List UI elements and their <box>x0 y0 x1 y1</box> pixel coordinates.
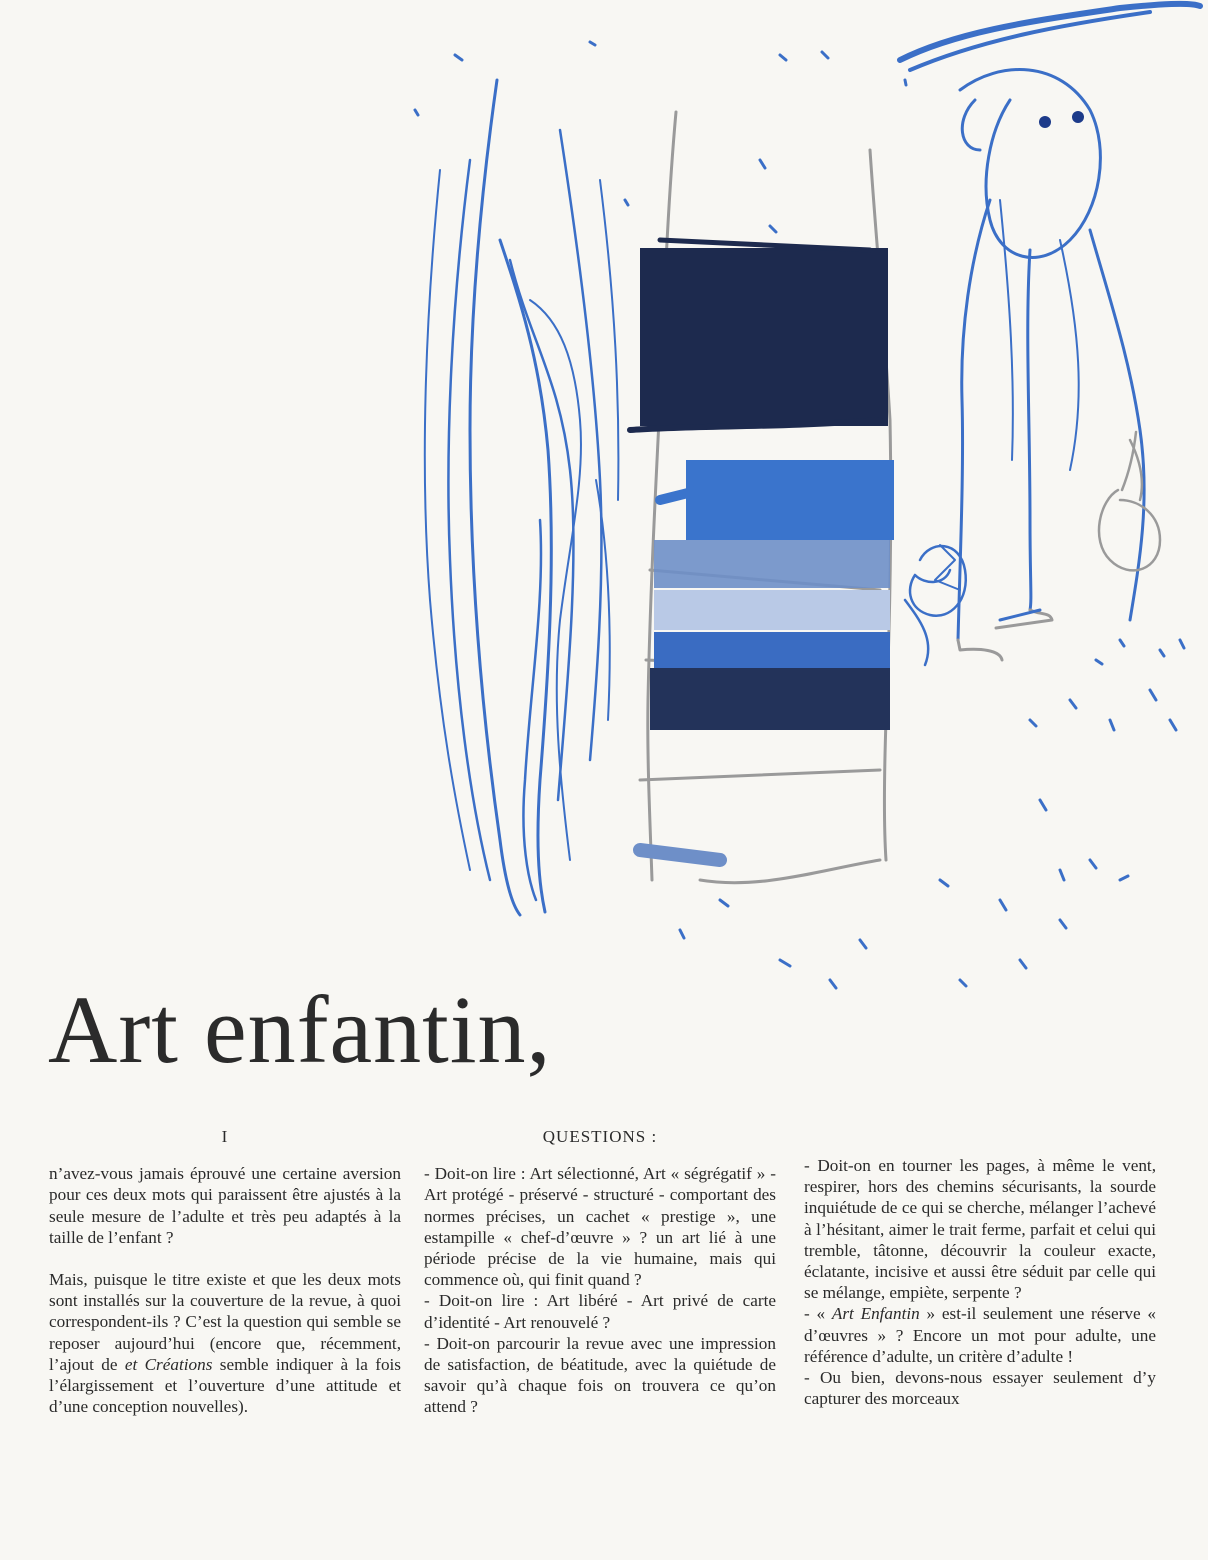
paragraph: - Doit-on lire : Art libéré - Art privé de carte d’identité - Art renouvelé ? <box>424 1291 776 1332</box>
text-column-2 <box>424 1126 776 1418</box>
paragraph: n’avez-vous jamais éprouvé une certaine aversion pour ces deux mots qui paraissent être ajustés à la seule mesure de l’adulte et très peu adaptés à la taille de l’enfant ? <box>49 1164 401 1247</box>
text-column-1 <box>49 1126 401 1417</box>
article-title: Art enfantin, <box>48 976 552 1083</box>
column-heading: QUESTIONS : <box>542 1127 658 1146</box>
paragraph: - Doit-on lire : Art sélectionné, Art « ségrégatif » - Art protégé - préservé - structuré - comportant des normes précises, un cachet « prestige », une estampille « chef-d’œuvre » ? un art lié à une période précise de la vie humaine, mais qui commence où, qui finit quand ? <box>424 1164 776 1290</box>
column-heading: I <box>221 1127 229 1146</box>
paragraph: - Ou bien, devons-nous essayer seulement d’y capturer des morceaux <box>804 1368 1156 1409</box>
paragraph: - Doit-on en tourner les pages, à même le vent, respirer, hors des chemins sécurisants, la sourde inquiétude de ce qui se cherche, mélanger l’achevé à l’hésitant, aimer le trait ferme, parfait et celui qui tremble, tâtonne, découvrir la couleur exacte, éclatante, incisive et aussi être séduit par celle qui se mélange, empiète, serpente ? <box>804 1156 1156 1303</box>
paragraph: - Doit-on parcourir la revue avec une impression de satisfaction, de béatitude, avec la quiétude de savoir qu’à chaque fois on trouvera ce qu’on attend ? <box>424 1333 776 1417</box>
text-column-3 <box>804 1126 1156 1409</box>
italic-phrase: et Créations <box>124 1354 213 1374</box>
paragraph: - « Art Enfantin » est-il seulement une réserve « d’œuvres » ? Encore un mot pour adulte, une référence d’adulte, un critère d’adulte ! <box>804 1304 1156 1366</box>
paragraph: Mais, puisque le titre existe et que les deux mots sont installés sur la couverture de la revue, à quoi correspondent-ils ? C’est la question qui semble se reposer aujourd’hui (encore que, récemment, l’ajout de et Créations semble indiquer à la fois l’élargissement et l’ouverture d’une attitude et d’une conception nouvelles). <box>49 1270 401 1417</box>
italic-phrase: Art Enfantin <box>831 1304 920 1324</box>
